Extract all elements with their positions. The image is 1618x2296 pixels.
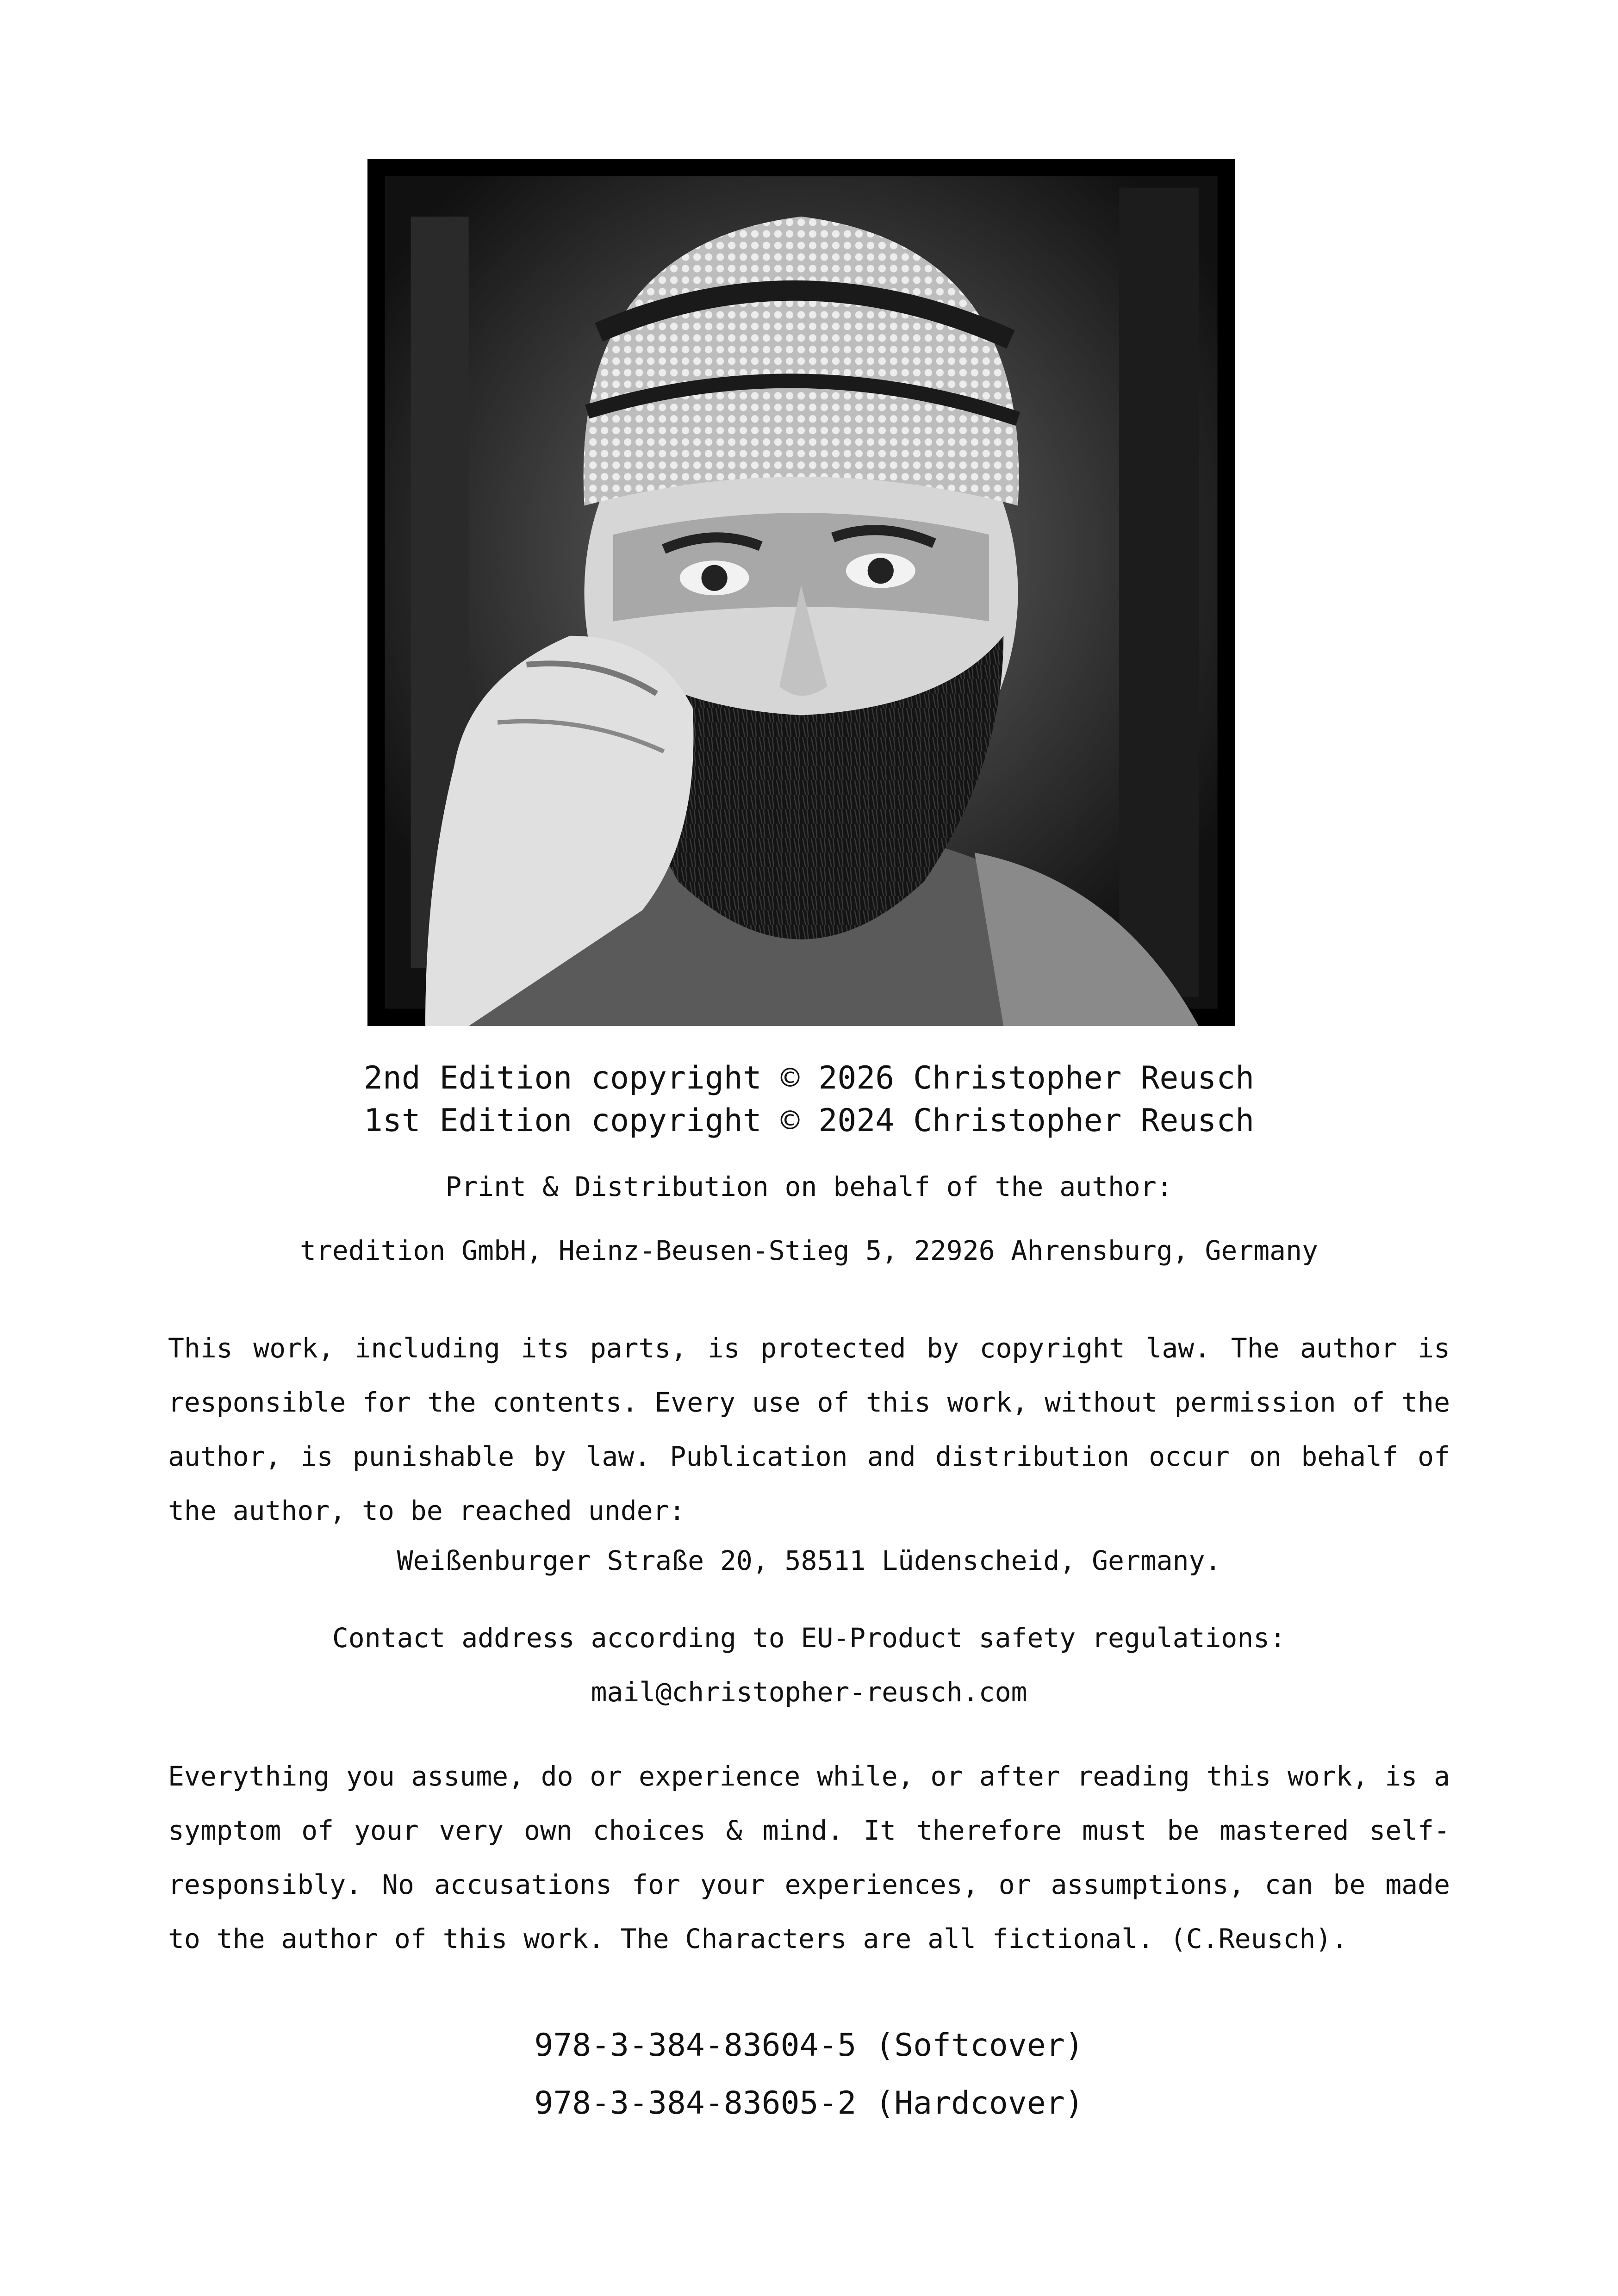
isbn-hardcover: 978-3-384-83605-2 (Hardcover) <box>534 2085 1084 2122</box>
author-address: Weißenburger Straße 20, 58511 Lüdenscheid, Germany. <box>397 1545 1221 1576</box>
contact-email[interactable]: mail@christopher-reusch.com <box>591 1676 1027 1708</box>
isbn-softcover: 978-3-384-83604-5 (Softcover) <box>534 2027 1084 2064</box>
contact-heading: Contact address according to EU-Product safety regulations: <box>332 1622 1286 1654</box>
copyright-1st-edition: 1st Edition copyright © 2024 Christopher Reusch <box>363 1102 1255 1139</box>
distribution-heading: Print & Distribution on behalf of the author: <box>445 1171 1173 1202</box>
disclaimer-text: Everything you assume, do or experience while, or after reading this work, is a symptom of your very own choices & mind. It therefore must be mastered self-responsibly. No accusations for your experiences, or assumptions, can be made to the author of this work. The Characters are all fictional. (C.Reusch). <box>168 1761 1450 1954</box>
portrait-image <box>367 159 1235 1026</box>
copyright-2nd-edition: 2nd Edition copyright © 2026 Christopher Reusch <box>363 1060 1255 1096</box>
legal-notice: This work, including its parts, is protected by copyright law. The author is responsible for the contents. Every use of this work, without permission of the author, is punishable by law. Publication and distribution occur on behalf of the author, to be reached under: <box>168 1332 1450 1526</box>
publisher-address: tredition GmbH, Heinz-Beusen-Stieg 5, 22926 Ahrensburg, Germany <box>300 1235 1318 1266</box>
author-portrait-photo <box>367 159 1235 1026</box>
